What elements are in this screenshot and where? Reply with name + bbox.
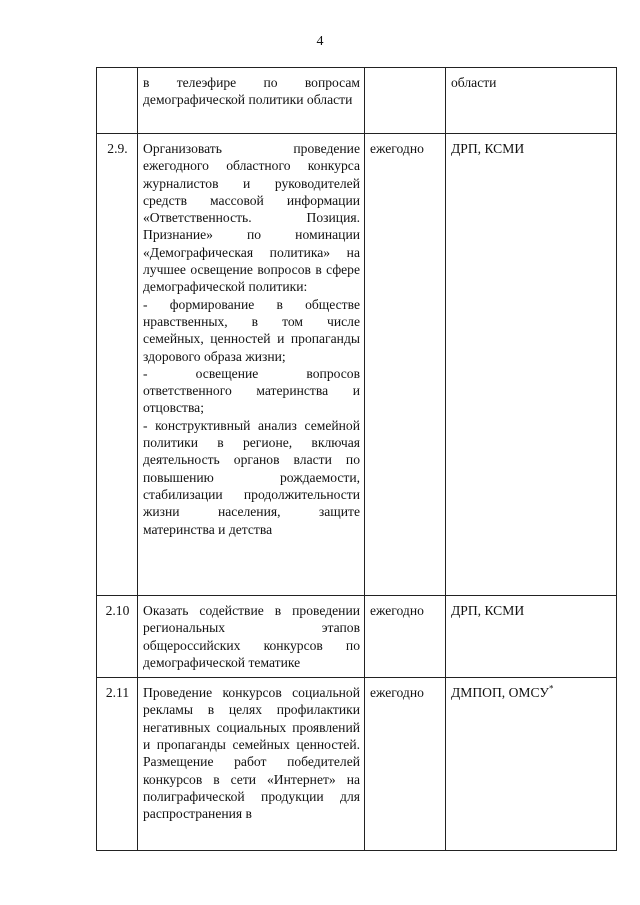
description-paragraph: Проведение конкурсов социальной рекламы в целях профилактики негативных социальных проявлений и пропаганды семейных ценностей. Размещение работ победителей конкурсов в сети «Интернет» на полиграфической продукции для распространения в [143,685,360,822]
description-paragraph: Оказать содействие в проведении региональных этапов общероссийских конкурсов по демографической тематике [143,603,360,670]
description-paragraph: - освещение вопросов ответственного материнства и отцовства; [143,365,360,416]
description-paragraph: - конструктивный анализ семейной политики в регионе, включая деятельность органов власти по повышению рождаемости, стабилизации продолжительности жизни населения, защите материнства и детства [143,417,360,537]
row-responsible [446,134,617,596]
row-responsible [446,596,617,678]
responsible-text: ДРП, КСМИ [451,603,525,618]
responsible-text: области [451,75,497,90]
row-number: 2.10 [97,596,138,678]
description-paragraph: - формирование в обществе нравственных, в том числе семейных, ценностей и пропаганды здорового образа жизни; [143,296,360,364]
row-description [138,596,365,678]
page-number: 4 [316,34,324,49]
row-responsible [446,678,617,851]
row-term: ежегодно [365,596,446,678]
table-row [97,596,617,678]
row-term: ежегодно [365,678,446,851]
table-row [97,678,617,851]
row-number [97,68,138,134]
row-term: ежегодно [365,134,446,596]
row-responsible [446,68,617,134]
responsible-text: ДМПОП, ОМСУ [451,685,550,701]
row-description [138,68,365,134]
description-paragraph: Организовать проведение ежегодного областного конкурса журналистов и руководителей средств массовой информации «Ответственность. Позиция. Признание» по номинации «Демографическая политика» на лучшее освещение вопросов в сфере демографической политики: [143,141,360,295]
row-description [138,678,365,851]
description-paragraph: в телеэфире по вопросам демографической политики области [143,75,360,108]
row-description [138,134,365,596]
row-number: 2.11 [97,678,138,851]
row-number: 2.9. [97,134,138,596]
row-term [365,68,446,134]
table-row [97,68,617,134]
footnote-mark: * [549,683,554,694]
responsible-text: ДРП, КСМИ [451,141,525,156]
measures-table [96,67,617,851]
table-row [97,134,617,596]
